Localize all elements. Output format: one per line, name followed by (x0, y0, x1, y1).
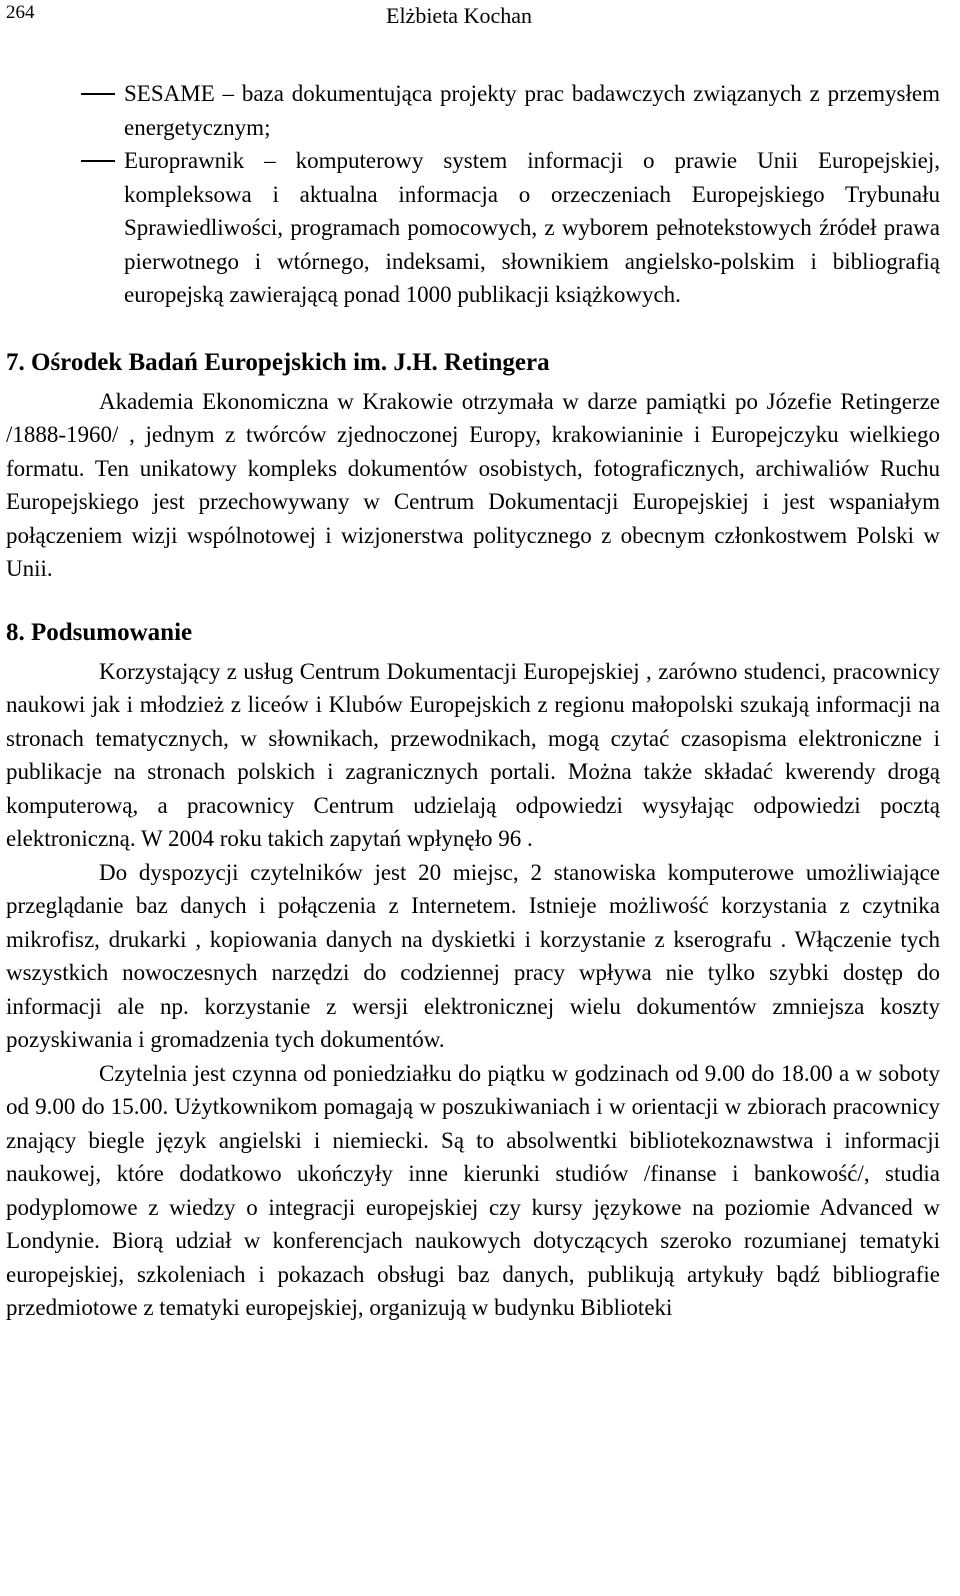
dash-icon (81, 93, 115, 95)
section-heading-7: 7. Ośrodek Badań Europejskich im. J.H. Retingera (6, 348, 550, 376)
section-heading-8: 8. Podsumowanie (6, 618, 193, 646)
section-8-paragraph-2: Do dyspozycji czytelników jest 20 miejsc, 2 stanowiska komputerowe umożliwiające przeglądanie baz danych i połączenia z Internetem. Istnieje możliwość korzystania z czytnika mikrofisz, drukarki , kopiowania danych na dyskietki i korzystanie z kserografu . Włączenie tych wszystkich nowoczesnych narzędzi do codziennej pracy wpływa nie tylko szybki dostęp do informacji ale np. korzystanie z wersji elektronicznej wielu dokumentów zmniejsza koszty pozyskiwania i gromadzenia tych dokumentów. (6, 859, 940, 1052)
section-8-paragraph-3: Czytelnia jest czynna od poniedziałku do piątku w godzinach od 9.00 do 18.00 a w soboty od 9.00 do 15.00. Użytkownikom pomagają w poszukiwaniach i w orientacji w zbiorach pracownicy znający biegle język angielski i niemiecki. Są to absolwentki bibliotekoznawstwa i informacji naukowej, które dodatkowo ukończyły inne kierunki studiów /finanse i bankowość/, studia podyplomowe z wiedzy o integracji europejskiej czy kursy językowe na poziomie Advanced w Londynie. Biorą udział w konferencjach naukowych dotyczących szeroko rozumianej tematyki europejskiej, szkoleniach i pokazach obsługi baz danych, publikują artykuły bądź bibliografie przedmiotowe z tematyki europejskiej, organizują w budynku Biblioteki (6, 1060, 940, 1320)
list-item-text: Europrawnik – komputerowy system informacji o prawie Unii Europejskiej, kompleksowa i aktualna informacja o orzeczeniach Europejskiego Trybunału Sprawiedliwości, programach pomocowych, z wyborem pełnotekstowych źródeł prawa pierwotnego i wtórnego, indeksami, słownikiem angielsko-polskim i bibliografią europejską zawierającą ponad 1000 publikacji książkowych. (124, 148, 940, 307)
dash-icon (81, 160, 115, 162)
section-8-paragraph-1: Korzystający z usług Centrum Dokumentacji Europejskiej , zarówno studenci, pracownicy naukowi jak i młodzież z liceów i Klubów Europejskich z regionu małopolski szukają informacji na stronach tematycznych, w słownikach, przewodnikach, mogą czytać czasopisma elektroniczne i publikacje na stronach polskich i zagranicznych portali. Można także składać kwerendy drogą komputerową, a pracownicy Centrum udzielają odpowiedzi wysyłając odpowiedzi pocztą elektroniczną. W 2004 roku takich zapytań wpłynęło 96 . (6, 658, 940, 851)
document-page (6, 0, 940, 1325)
list-item (6, 77, 940, 144)
section-7-paragraph: Akademia Ekonomiczna w Krakowie otrzymała w darze pamiątki po Józefie Retingerze /1888-1960/ , jednym z twórców zjednoczonej Europy, krakowianinie i Europejczyku wielkiego formatu. Ten unikatowy kompleks dokumentów osobistych, fotograficznych, archiwaliów Ruchu Europejskiego jest przechowywany w Centrum Dokumentacji Europejskiej i jest wspaniałym połączeniem wizji wspólnotowej i wizjonerstwa politycznego z obecnym członkostwem Polski w Unii. (6, 388, 940, 581)
running-header (6, 0, 940, 34)
list-item (6, 144, 940, 312)
list-item-text: SESAME – baza dokumentująca projekty prac badawczych związanych z przemysłem energetycznym; (124, 81, 940, 140)
page-number: 264 (6, 2, 35, 23)
running-header-author: Elżbieta Kochan (386, 3, 532, 28)
bullet-list (6, 77, 940, 312)
